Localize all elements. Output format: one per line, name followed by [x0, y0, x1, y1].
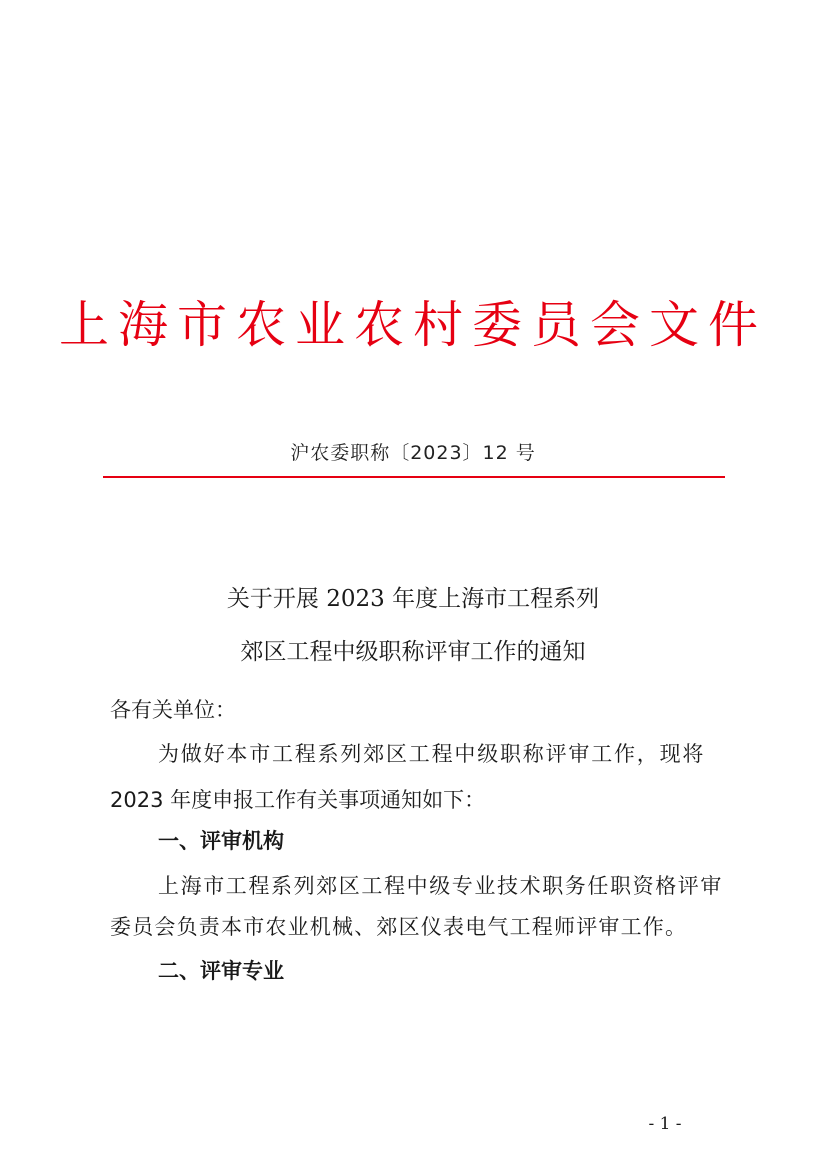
paragraph-2-line-2: 委员会负责本市农业机械、郊区仪表电气工程师评审工作。: [110, 915, 688, 939]
paragraph-1-line-1: 为做好本市工程系列郊区工程中级职称评审工作，现将: [158, 742, 706, 766]
document-masthead: 上海市农业农村委员会文件: [59, 296, 767, 354]
paragraph-2-line-1: 上海市工程系列郊区工程中级专业技术职务任职资格评审: [158, 874, 723, 898]
section-heading-2: 二、评审专业: [158, 959, 284, 983]
red-divider-line: [103, 476, 725, 478]
notice-title-line-2: 郊区工程中级职称评审工作的通知: [240, 639, 586, 665]
page-number: - 1 -: [648, 1114, 682, 1134]
notice-title-line-1: 关于开展 2023 年度上海市工程系列: [226, 586, 600, 612]
section-heading-1: 一、评审机构: [158, 829, 284, 853]
document-number: 沪农委职称〔2023〕12 号: [290, 442, 536, 464]
salutation: 各有关单位：: [110, 698, 236, 722]
paragraph-1-line-2: 2023 年度申报工作有关事项通知如下：: [110, 788, 486, 812]
